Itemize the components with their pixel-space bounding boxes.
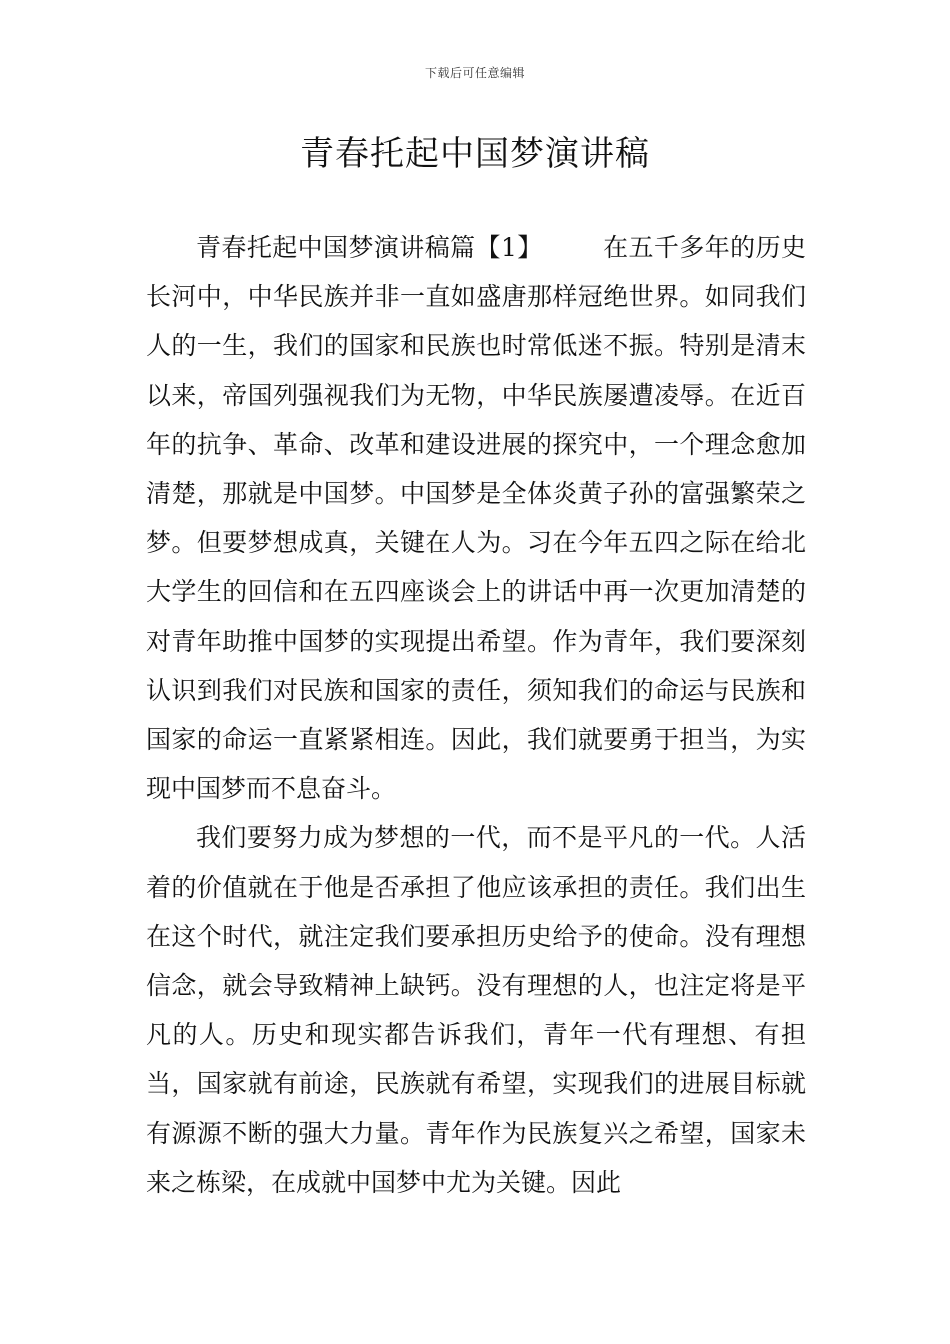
paragraph-1 <box>146 223 806 813</box>
paragraph-1-lead: 青春托起中国梦演讲稿篇【1】 <box>196 233 543 262</box>
page-title: 青春托起中国梦演讲稿 <box>300 134 650 174</box>
header-note: 下载后可任意编辑 <box>424 66 525 80</box>
paragraph-1-text: 在五千多年的历史长河中，中华民族并非一直如盛唐那样冠绝世界。如同我们人的一生，我们的国家和民族也时常低迷不振。特别是清末以来，帝国列强视我们为无物，中华民族屡遭凌辱。在近百年的抗争、革命、改革和建设进展的探究中，一个理念愈加清楚，那就是中国梦。中国梦是全体炎黄子孙的富强繁荣之梦。但要梦想成真，关键在人为。习在今年五四之际在给北大学生的回信和在五四座谈会上的讲话中再一次更加清楚的对青年助推中国梦的实现提出希望。作为青年，我们要深刻认识到我们对民族和国家的责任，须知我们的命运与民族和国家的命运一直紧紧相连。因此，我们就要勇于担当，为实现中国梦而不息奋斗。 <box>146 233 806 804</box>
document-body <box>146 223 806 1207</box>
paragraph-2: 我们要努力成为梦想的一代，而不是平凡的一代。人活着的价值就在于他是否承担了他应该承担的责任。我们出生在这个时代，就注定我们要承担历史给予的使命。没有理想信念，就会导致精神上缺钙。没有理想的人，也注定将是平凡的人。历史和现实都告诉我们，青年一代有理想、有担当，国家就有前途，民族就有希望，实现我们的进展目标就有源源不断的强大力量。青年作为民族复兴之希望，国家未来之栋梁，在成就中国梦中尤为关键。因此 <box>146 823 806 1197</box>
